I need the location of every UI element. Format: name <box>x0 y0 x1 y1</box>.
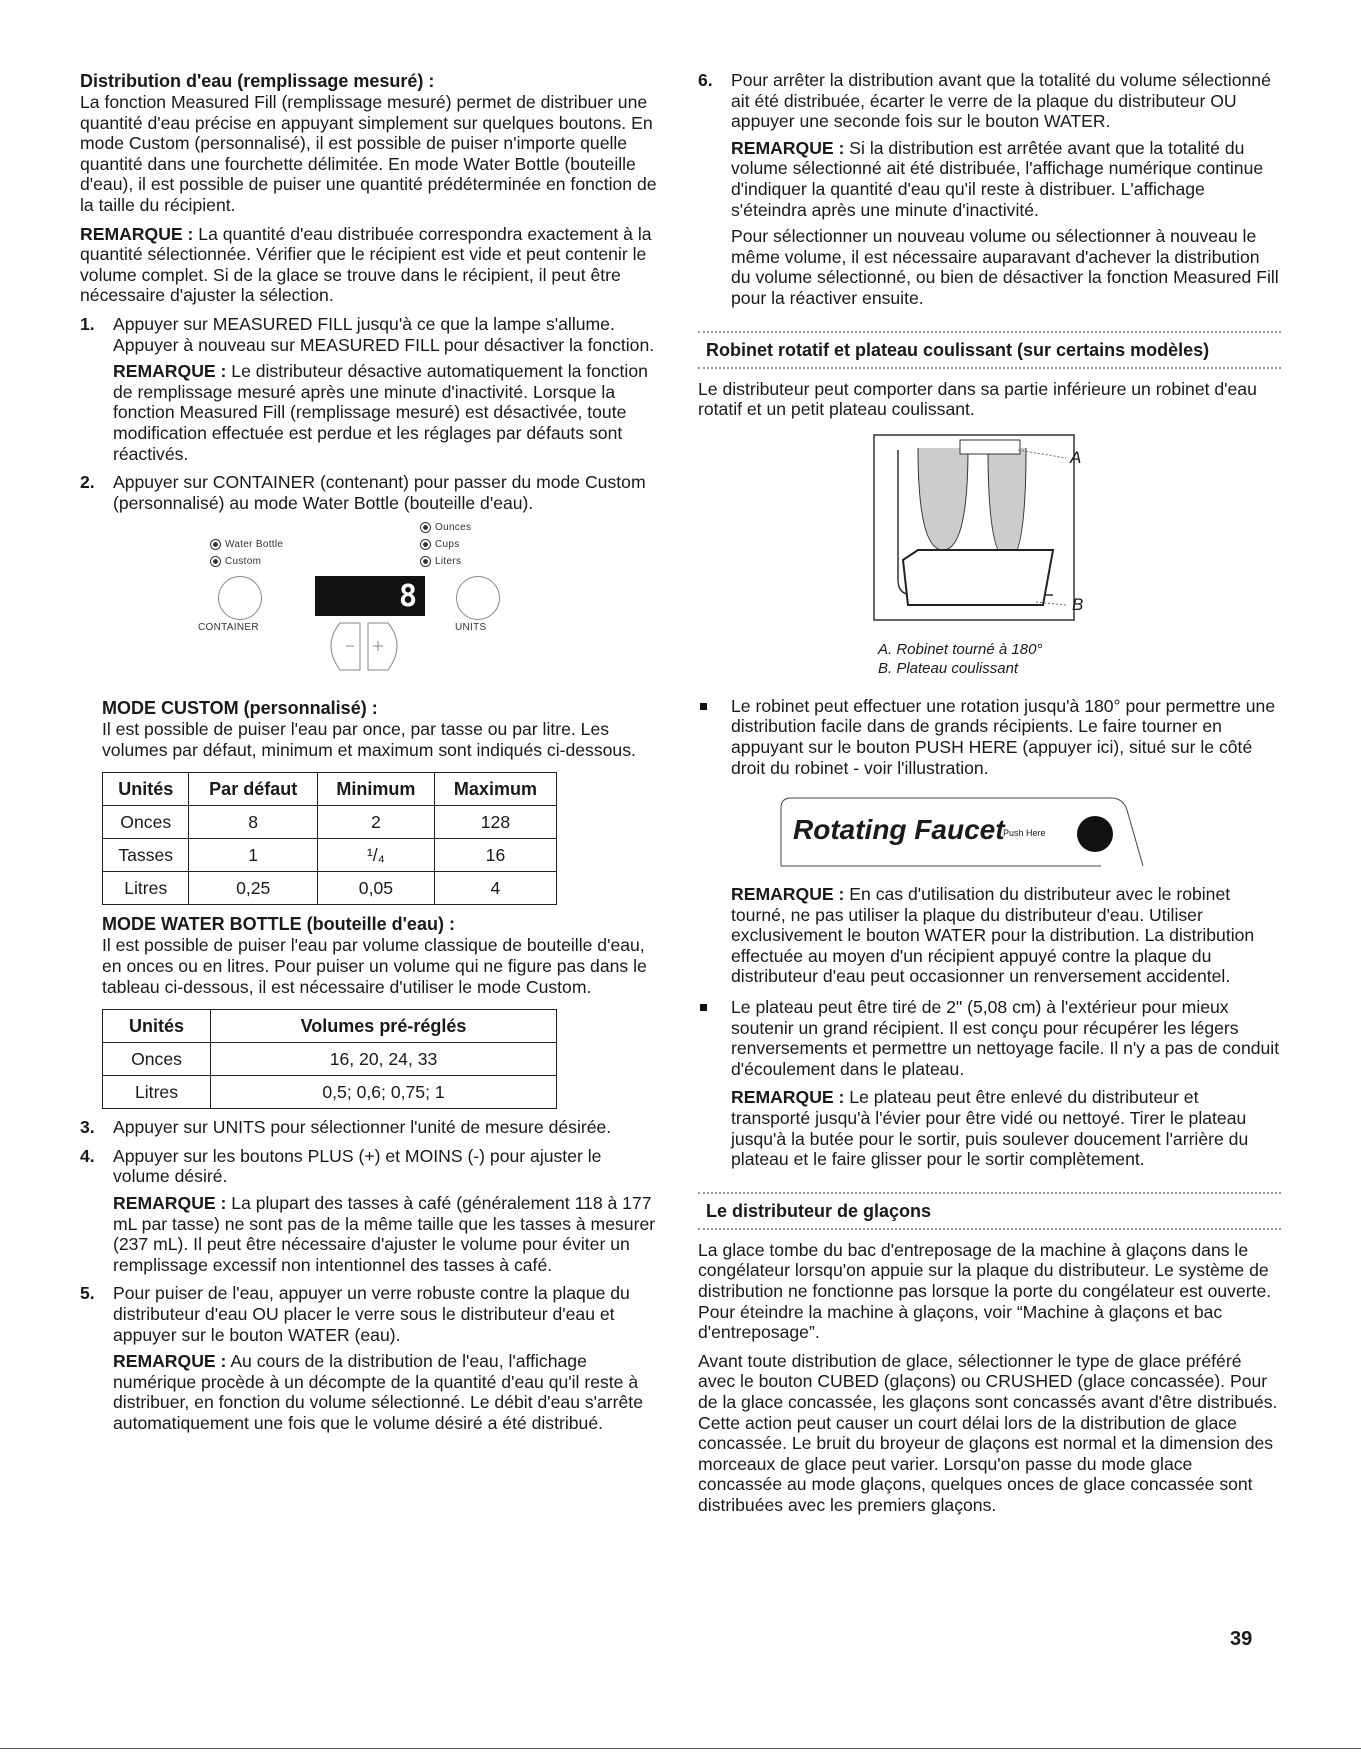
table-cell: Onces <box>103 806 189 839</box>
step-number: 2. <box>80 472 95 493</box>
minus-button-icon <box>331 623 360 670</box>
indicator-light-icon <box>420 556 431 567</box>
step-number: 1. <box>80 313 95 334</box>
units-button <box>456 576 500 620</box>
table-header-cell: Unités <box>103 1010 211 1043</box>
left-column <box>80 70 658 1434</box>
note-paragraph <box>80 224 658 306</box>
units-label: UNITS <box>455 622 487 634</box>
figure-label-a: A <box>1070 447 1082 467</box>
step-text: Appuyer sur MEASURED FILL jusqu'à ce que la lampe s'allume. Appuyer à nouveau sur MEASURED FILL pour désactiver la fonction. <box>113 313 655 355</box>
table-row <box>103 1076 557 1109</box>
table-header-cell: Minimum <box>317 773 434 806</box>
indicator-light-icon <box>210 539 221 550</box>
table-cell: Litres <box>103 872 189 905</box>
step-note <box>113 1193 658 1275</box>
liters-label: Liters <box>435 556 462 568</box>
control-panel-illustration <box>80 519 658 689</box>
indicator-light-icon <box>210 556 221 567</box>
step-5 <box>80 1283 658 1433</box>
note-text: Le plateau peut être enlevé du distributeur et transporté jusqu'à l'évier pour être vidé ou nettoyé. Tirer le plateau jusqu'à la butée pour le sortir, puis soulever doucement l'arrière du plateau et le faire glisser pour le sortir complètement. <box>731 1087 1249 1170</box>
table-cell: 128 <box>434 806 556 839</box>
bullet-item <box>698 997 1281 1170</box>
table-cell: 16 <box>434 839 556 872</box>
table-cell: 2 <box>317 806 434 839</box>
figure-caption <box>768 640 1281 678</box>
note-label: REMARQUE : <box>731 1087 845 1108</box>
ice-paragraph-1: La glace tombe du bac d'entreposage de la machine à glaçons dans le congélateur lorsqu'on appuie sur la plaque du distributeur. Le système de distribution ne fonctionne pas lorsque la porte du congélateur est ouverte. Pour éteindre la machine à glaçons, voir “Machine à glaçons et bac d'entreposage”. <box>698 1239 1272 1343</box>
water-bottle-volumes-table <box>102 1009 557 1109</box>
custom-mode-text: Il est possible de puiser l'eau par once, par tasse ou par litre. Les volumes par défaut, minimum et maximum sont indiqués ci-dessous. <box>102 719 636 760</box>
caption-a: A. Robinet tourné à 180° <box>878 640 1043 658</box>
rotating-faucet-label: Rotating Faucet <box>793 814 1005 846</box>
step-6 <box>698 70 1281 309</box>
ice-section-header <box>698 1192 1281 1230</box>
water-bottle-mode-heading: MODE WATER BOTTLE (bouteille d'eau) : <box>102 914 455 935</box>
table-cell: 0,25 <box>189 872 317 905</box>
indicator-light-icon <box>420 522 431 533</box>
bullet-item <box>698 696 1281 987</box>
table-header-cell: Maximum <box>434 773 556 806</box>
water-bottle-mode-text: Il est possible de puiser l'eau par volume classique de bouteille d'eau, en onces ou en litres. Pour puiser un volume qui ne figure pas dans le tableau ci-dessous, il est nécessaire d'utiliser le mode Custom. <box>102 935 647 997</box>
table-cell: 0,5; 0,6; 0,75; 1 <box>211 1076 557 1109</box>
ice-heading: Le distributeur de glaçons <box>706 1200 932 1221</box>
table-row <box>103 1043 557 1076</box>
step-note <box>731 138 1281 220</box>
step-4 <box>80 1146 658 1276</box>
indicator-light-icon <box>420 539 431 550</box>
digital-display <box>315 576 425 616</box>
note-text: En cas d'utilisation du distributeur avec le robinet tourné, ne pas utiliser la plaque du distributeur d'eau. Utiliser exclusivement le bouton WATER pour la distribution. La distribution effectuée au moyen d'un récipient appuyé contre la plaque du distributeur d'eau peut occasionner un renversement accidentel. <box>731 884 1255 987</box>
measured-fill-heading: Distribution d'eau (remplissage mesuré) : <box>80 71 435 91</box>
step-2 <box>80 472 658 513</box>
push-here-label: Push Here <box>1003 828 1046 839</box>
note-label: REMARQUE : <box>113 1351 227 1372</box>
table-row <box>103 806 557 839</box>
table-cell: ¹/₄ <box>317 839 434 872</box>
table-cell: Tasses <box>103 839 189 872</box>
faucet-tray-illustration <box>698 430 1281 640</box>
table-header-cell: Par défaut <box>189 773 317 806</box>
note-text: Au cours de la distribution de l'eau, l'affichage numérique procède à un décompte de la quantité d'eau qu'il reste à distribuer, en fonction du volume sélectionné. Le débit d'eau s'arrête automatiquement une fois que le volume désiré a été distribué. <box>113 1351 643 1433</box>
figure-label-b: B <box>1072 594 1084 614</box>
step-1 <box>80 314 658 464</box>
table-cell: 1 <box>189 839 317 872</box>
table-cell: 4 <box>434 872 556 905</box>
step-3 <box>80 1117 658 1138</box>
liters-indicator <box>420 556 461 567</box>
note-text: Le distributeur désactive automatiquement la fonction de remplissage mesuré après une minute d'inactivité. Lorsque la fonction Measured Fill (remplissage mesuré) est désactivée, toute modification effectuée est perdue et les réglages par défauts sont réactivés. <box>113 361 648 464</box>
table-header-cell: Unités <box>103 773 189 806</box>
water-bottle-label: Water Bottle <box>225 539 284 551</box>
step-text: Appuyer sur les boutons PLUS (+) et MOINS (-) pour ajuster le volume désiré. <box>113 1145 602 1187</box>
faucet-intro: Le distributeur peut comporter dans sa partie inférieure un robinet d'eau rotatif et un petit plateau coulissant. <box>698 378 1257 420</box>
step-paragraph: Pour sélectionner un nouveau volume ou sélectionner à nouveau le même volume, il est nécessaire auparavant d'achever la distribution du volume sélectionné, ou bien de désactiver la fonction Measured Fill pour la réactiver ensuite. <box>731 226 1279 308</box>
step-text: Appuyer sur UNITS pour sélectionner l'unité de mesure désirée. <box>113 1117 612 1138</box>
step-number: 5. <box>80 1283 95 1304</box>
minus-plus-buttons <box>310 615 420 677</box>
display-digit: 8 <box>398 579 417 615</box>
table-header-row <box>103 773 557 806</box>
note-label: REMARQUE : <box>80 223 194 244</box>
bullet-note <box>731 1087 1281 1169</box>
table-row <box>103 839 557 872</box>
table-cell: Onces <box>103 1043 211 1076</box>
right-column <box>698 70 1281 1516</box>
table-cell: 0,05 <box>317 872 434 905</box>
ounces-indicator <box>420 522 471 533</box>
step-number: 6. <box>698 70 713 90</box>
note-label: REMARQUE : <box>113 361 227 382</box>
table-cell: 16, 20, 24, 33 <box>211 1043 557 1076</box>
bullet-square-icon <box>700 1004 707 1011</box>
bullet-text: Le robinet peut effectuer une rotation jusqu'à 180° pour permettre une distribution facile dans de grands récipients. Le faire tourner en appuyant sur le bouton PUSH HERE (appuyer ici), situé sur le côté droit du robinet - voir l'illustration. <box>731 695 1276 778</box>
cups-label: Cups <box>435 539 460 551</box>
step-text: Pour puiser de l'eau, appuyer un verre robuste contre la plaque du distributeur d'eau OU placer le verre sous le distributeur d'eau et appuyer sur le bouton WATER (eau). <box>113 1283 630 1345</box>
step-note <box>113 361 658 464</box>
table-row <box>103 872 557 905</box>
water-bottle-indicator <box>210 539 283 550</box>
ice-paragraph-2: Avant toute distribution de glace, sélectionner le type de glace préféré avec le bouton CUBED (glaçons) ou CRUSHED (glace concassée). Pour de la glace concassée, les glaçons sont concassés avant d'être distribués. Cette action peut causer un court délai lors de la distribution de glace concassée. Le bruit du broyeur de glaçons est normal et la dimension des morceaux de glace peut varier. Lorsqu'on passe du mode glace concassée au mode glaçons, quelques onces de glace concassée sont distribuées avec les premiers glaçons. <box>698 1350 1278 1515</box>
intro-paragraph: La fonction Measured Fill (remplissage mesuré) permet de distribuer une quantité d'eau précise en appuyant simplement sur quelques boutons. En mode Custom (personnalisé), il est possible de puiser n'importe quelle quantité dans une fourchette délimitée. En mode Water Bottle (bouteille d'eau), il est possible de puiser une quantité prédéterminée en fonction de la taille du récipient. <box>80 92 657 215</box>
footer-rule <box>0 1748 1361 1749</box>
bullet-square-icon <box>700 703 707 710</box>
note-label: REMARQUE : <box>113 1193 227 1214</box>
note-text: La quantité d'eau distribuée correspondra exactement à la quantité sélectionnée. Vérifier que le récipient est vide et peut contenir le volume complet. Si de la glace se trouve dans le récipient, il peut être nécessaire d'ajuster la sélection. <box>80 223 652 306</box>
custom-volumes-table <box>102 772 557 905</box>
ounces-label: Ounces <box>435 522 472 534</box>
faucet-section-header <box>698 331 1281 369</box>
page-number: 39 <box>1230 1628 1253 1650</box>
container-label: CONTAINER <box>198 622 259 634</box>
note-label: REMARQUE : <box>731 884 845 905</box>
table-cell: Litres <box>103 1076 211 1109</box>
bullet-text: Le plateau peut être tiré de 2" (5,08 cm) à l'extérieur pour mieux soutenir un grand récipient. Il est conçu pour récupérer les légers renversements et permettre un nettoyage facile. Il n'y a pas de conduit d'écoulement dans le plateau. <box>731 997 1280 1079</box>
step-number: 3. <box>80 1117 95 1138</box>
container-button <box>218 576 262 620</box>
step-text: Pour arrêter la distribution avant que la totalité du volume sélectionné ait été distribuée, écarter le verre de la plaque du distributeur OU appuyer une seconde fois sur le bouton WATER. <box>731 70 1271 132</box>
plus-button-icon <box>368 623 397 670</box>
rotating-faucet-illustration <box>731 796 1281 870</box>
bullet-note <box>731 884 1281 987</box>
custom-label: Custom <box>225 556 262 568</box>
table-header-row <box>103 1010 557 1043</box>
step-number: 4. <box>80 1145 95 1166</box>
step-note <box>113 1351 658 1433</box>
custom-indicator <box>210 556 261 567</box>
caption-b: B. Plateau coulissant <box>878 659 1019 677</box>
step-text: Appuyer sur CONTAINER (contenant) pour passer du mode Custom (personnalisé) au mode Water Bottle (bouteille d'eau). <box>113 472 646 513</box>
note-label: REMARQUE : <box>731 137 845 158</box>
faucet-heading: Robinet rotatif et plateau coulissant (sur certains modèles) <box>706 339 1210 360</box>
custom-mode-heading: MODE CUSTOM (personnalisé) : <box>102 698 378 719</box>
table-header-cell: Volumes pré-réglés <box>211 1010 557 1043</box>
cups-indicator <box>420 539 460 550</box>
push-here-button-icon <box>1077 816 1113 852</box>
table-cell: 8 <box>189 806 317 839</box>
note-text: Si la distribution est arrêtée avant que la totalité du volume sélectionné ait été distribuée, l'affichage numérique continue d'indiquer la quantité d'eau qu'il reste à distribuer. L'affichage s'éteindra après une minute d'inactivité. <box>731 137 1264 220</box>
note-text: La plupart des tasses à café (généralement 118 à 177 mL par tasse) ne sont pas de la même taille que les tasses à mesurer (237 mL). Il peut être nécessaire d'ajuster le volume pour éviter un remplissage excessif non intentionnel des tasses à café. <box>113 1193 656 1275</box>
